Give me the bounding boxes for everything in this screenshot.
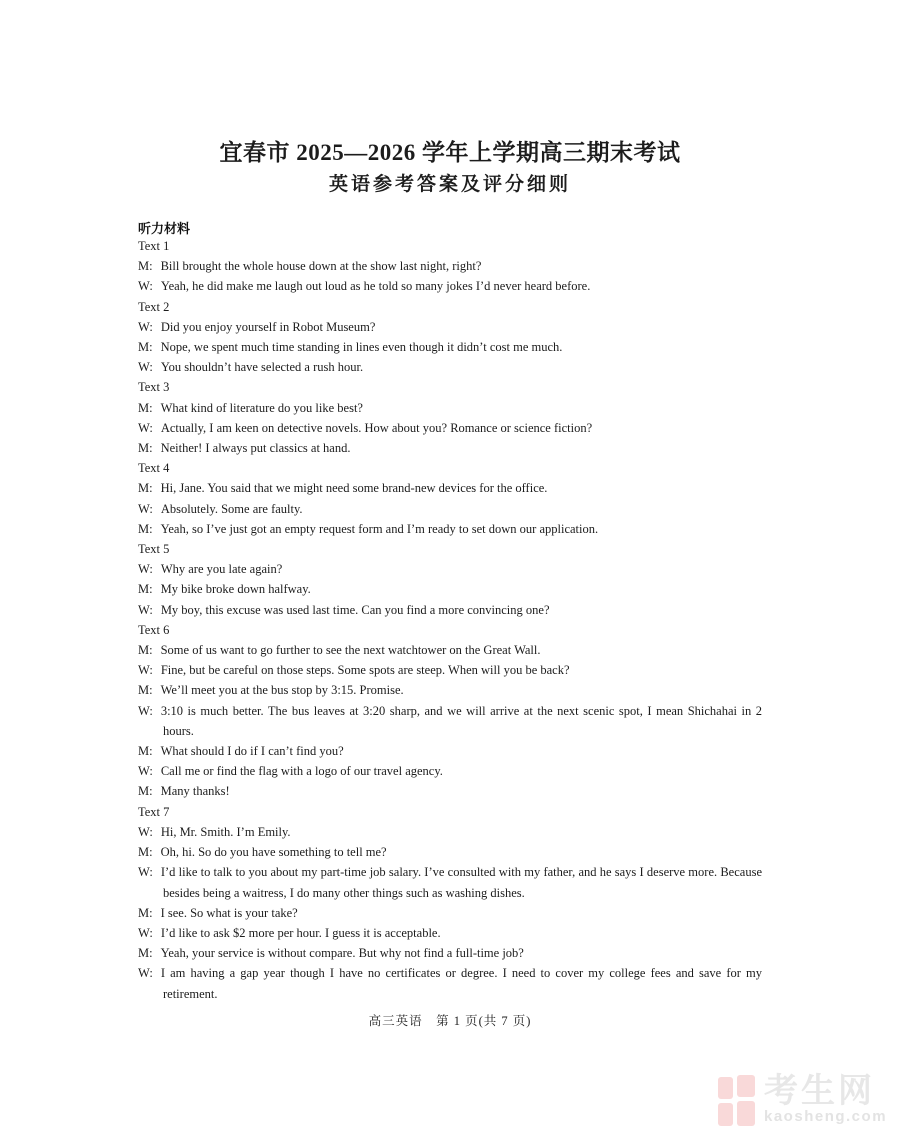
dialog-line: W: Yeah, he did make me laugh out loud as he told so many jokes I’d never heard before. [138, 279, 591, 294]
speaker-prefix: M: [138, 905, 153, 920]
dialog-line: M: Yeah, your service is without compare. But why not find a full-time job? [138, 946, 524, 961]
dialog-line: M: Neither! I always put classics at hand. [138, 441, 351, 456]
kaosheng-watermark [716, 1074, 887, 1127]
dialog-line: W: Did you enjoy yourself in Robot Museum? [138, 319, 376, 334]
speaker-prefix: W: [138, 663, 153, 678]
page-footer: 高三英语 第 1 页(共 7 页) [368, 1014, 532, 1028]
speaker-prefix: M: [138, 946, 153, 961]
speaker-prefix: M: [138, 340, 153, 355]
watermark-brand: 考生网 [764, 1072, 875, 1110]
document-content [138, 0, 762, 1004]
kaosheng-logo-icon [716, 1074, 757, 1127]
speaker-prefix: W: [138, 562, 153, 577]
speaker-prefix: W: [138, 279, 153, 294]
dialog-line: M: Some of us want to go further to see the next watchtower on the Great Wall. [138, 643, 541, 658]
dialog-line: M: We’ll meet you at the bus stop by 3:15. Promise. [138, 683, 404, 698]
speaker-prefix: M: [138, 441, 153, 456]
speaker-prefix: W: [138, 319, 153, 334]
speaker-prefix: W: [138, 703, 153, 718]
dialog-line: W: 3:10 is much better. The bus leaves at 3:20 sharp, and we will arrive at the next scenic spot, I mean Shichahai in 2 hours. [138, 703, 762, 738]
dialog-line: W: Call me or find the flag with a logo of our travel agency. [138, 764, 443, 779]
speaker-prefix: M: [138, 259, 153, 274]
speaker-prefix: W: [138, 824, 153, 839]
dialog-line: W: Actually, I am keen on detective novels. How about you? Romance or science fiction? [138, 420, 593, 435]
dialog-line: M: My bike broke down halfway. [138, 582, 311, 597]
speaker-prefix: M: [138, 643, 153, 658]
speaker-prefix: M: [138, 784, 153, 799]
dialog-line: M: Oh, hi. So do you have something to tell me? [138, 845, 387, 860]
dialog-line: M: Many thanks! [138, 784, 230, 799]
speaker-prefix: W: [138, 360, 153, 375]
text-group-label: Text 5 [138, 542, 170, 557]
dialog-line: W: Why are you late again? [138, 562, 283, 577]
dialog-line: W: I’d like to talk to you about my part-time job salary. I’ve consulted with my father, and he says I deserve more. Because besides being a waitress, I do many other things such as washing dishes. [138, 865, 762, 900]
speaker-prefix: W: [138, 865, 153, 880]
dialog-line: M: Bill brought the whole house down at the show last night, right? [138, 259, 482, 274]
page-title: 宜春市 2025—2026 学年上学期高三期末考试 [219, 140, 681, 165]
speaker-prefix: M: [138, 582, 153, 597]
speaker-prefix: W: [138, 420, 153, 435]
watermark-domain: kaosheng.com [764, 1108, 888, 1125]
dialog-line: M: Nope, we spent much time standing in lines even though it didn’t cost me much. [138, 340, 563, 355]
dialog-line: M: Hi, Jane. You said that we might need some brand-new devices for the office. [138, 481, 548, 496]
watermark-text [764, 1074, 887, 1125]
logo-block [737, 1101, 755, 1126]
speaker-prefix: W: [138, 925, 153, 940]
speaker-prefix: W: [138, 602, 153, 617]
dialog-line: W: Fine, but be careful on those steps. Some spots are steep. When will you be back? [138, 663, 570, 678]
dialog-line: M: What kind of literature do you like best? [138, 400, 363, 415]
listening-transcript [138, 236, 762, 1004]
text-group-label: Text 6 [138, 622, 170, 637]
dialog-line: M: Yeah, so I’ve just got an empty request form and I’m ready to set down our application. [138, 521, 599, 536]
text-group-label: Text 3 [138, 380, 170, 395]
speaker-prefix: M: [138, 521, 153, 536]
section-label-listening-materials: 听力材料 [138, 221, 191, 236]
dialog-line: W: I’d like to ask $2 more per hour. I guess it is acceptable. [138, 925, 441, 940]
dialog-line: W: I am having a gap year though I have no certificates or degree. I need to cover my college fees and save for my retirement. [138, 966, 762, 1001]
text-group-label: Text 2 [138, 299, 170, 314]
text-group-label: Text 1 [138, 239, 170, 253]
dialog-line: M: What should I do if I can’t find you? [138, 744, 344, 759]
dialog-line: W: Hi, Mr. Smith. I’m Emily. [138, 824, 291, 839]
logo-block [718, 1077, 733, 1099]
dialog-line: W: You shouldn’t have selected a rush hour. [138, 360, 364, 375]
speaker-prefix: M: [138, 744, 153, 759]
speaker-prefix: M: [138, 845, 153, 860]
speaker-prefix: M: [138, 683, 153, 698]
dialog-line: W: Absolutely. Some are faulty. [138, 501, 303, 516]
dialog-line: M: I see. So what is your take? [138, 905, 298, 920]
text-group-label: Text 7 [138, 804, 170, 819]
speaker-prefix: W: [138, 501, 153, 516]
speaker-prefix: W: [138, 764, 153, 779]
text-group-label: Text 4 [138, 461, 170, 476]
speaker-prefix: W: [138, 966, 153, 981]
speaker-prefix: M: [138, 481, 153, 496]
page-subtitle: 英语参考答案及评分细则 [328, 174, 571, 195]
dialog-line: W: My boy, this excuse was used last time. Can you find a more convincing one? [138, 602, 550, 617]
logo-block [718, 1103, 733, 1126]
speaker-prefix: M: [138, 400, 153, 415]
logo-block [737, 1075, 755, 1097]
